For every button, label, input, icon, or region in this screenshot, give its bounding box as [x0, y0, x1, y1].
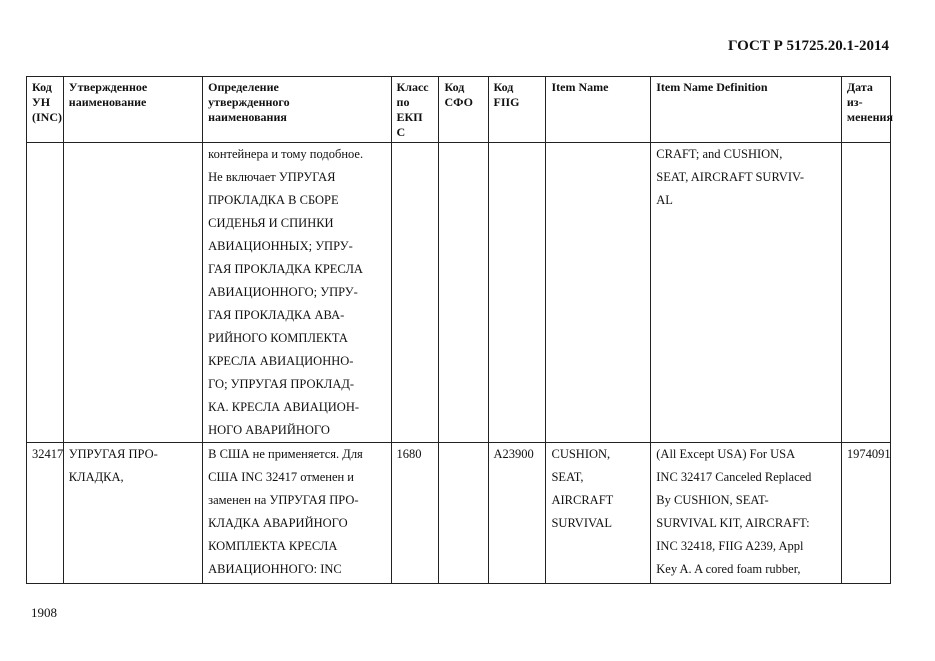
- document-code: ГОСТ Р 51725.20.1-2014: [727, 38, 889, 54]
- cell-definition: контейнера и тому подобное. Не включает УПРУГАЯ ПРОКЛАДКА В СБОРЕ СИДЕНЬЯ И СПИНКИ АВИАЦИОННЫХ; УПРУ- ГАЯ ПРОКЛАДКА КРЕСЛА АВИАЦИОННОГО; УПРУ- ГАЯ ПРОКЛАДКА АВА- РИЙНОГО КОМПЛЕКТА КРЕСЛА АВИАЦИОННО- ГО; УПРУГАЯ ПРОКЛАД- КА. КРЕСЛА АВИАЦИОН- НОГО АВАРИЙНОГО: [203, 143, 391, 443]
- cell-change-date: 1974091: [841, 443, 890, 584]
- cell-definition: В США не применяется. Для США INC 32417 отменен и заменен на УПРУГАЯ ПРО- КЛАДКА АВАРИЙНОГО КОМПЛЕКТА КРЕСЛА АВИАЦИОННОГО: INC: [203, 443, 391, 584]
- cell-item-name-definition: (All Except USA) For USA INC 32417 Canceled Replaced By CUSHION, SEAT- SURVIVAL KIT, AIRCRAFT: INC 32418, FIIG A239, Appl Key A. A cored foam rubber,: [651, 443, 842, 584]
- column-header-item-name: Item Name: [546, 77, 651, 143]
- column-header-item-name-definition: Item Name Definition: [651, 77, 842, 143]
- cell-inc: [27, 143, 64, 443]
- cell-item-name: CUSHION, SEAT, AIRCRAFT SURVIVAL: [546, 443, 651, 584]
- cell-approved-name: УПРУГАЯ ПРО- КЛАДКА,: [63, 443, 202, 584]
- table-row: [27, 143, 891, 443]
- cell-change-date: [841, 143, 890, 443]
- cell-inc: 32417: [27, 443, 64, 584]
- cell-class: 1680: [391, 443, 439, 584]
- cell-item-name: [546, 143, 651, 443]
- cell-sfo: [439, 143, 488, 443]
- column-header-inc: Код УН (INC): [27, 77, 64, 143]
- cell-fiig: [488, 143, 546, 443]
- column-header-fiig: Код FIIG: [488, 77, 546, 143]
- column-header-definition: Определение утвержденного наименования: [203, 77, 391, 143]
- cell-approved-name: [63, 143, 202, 443]
- table-row: [27, 443, 891, 584]
- column-header-approved-name: Утвержденное наименование: [63, 77, 202, 143]
- column-header-class: Класс по ЕКП С: [391, 77, 439, 143]
- cell-fiig: A23900: [488, 443, 546, 584]
- cell-class: [391, 143, 439, 443]
- catalog-table: [26, 76, 891, 584]
- column-header-change-date: Дата из- менения: [841, 77, 890, 143]
- page-number: 1908: [31, 605, 57, 620]
- table-header-row: [27, 77, 891, 143]
- cell-item-name-definition: CRAFT; and CUSHION, SEAT, AIRCRAFT SURVIV- AL: [651, 143, 842, 443]
- cell-sfo: [439, 443, 488, 584]
- column-header-sfo: Код СФО: [439, 77, 488, 143]
